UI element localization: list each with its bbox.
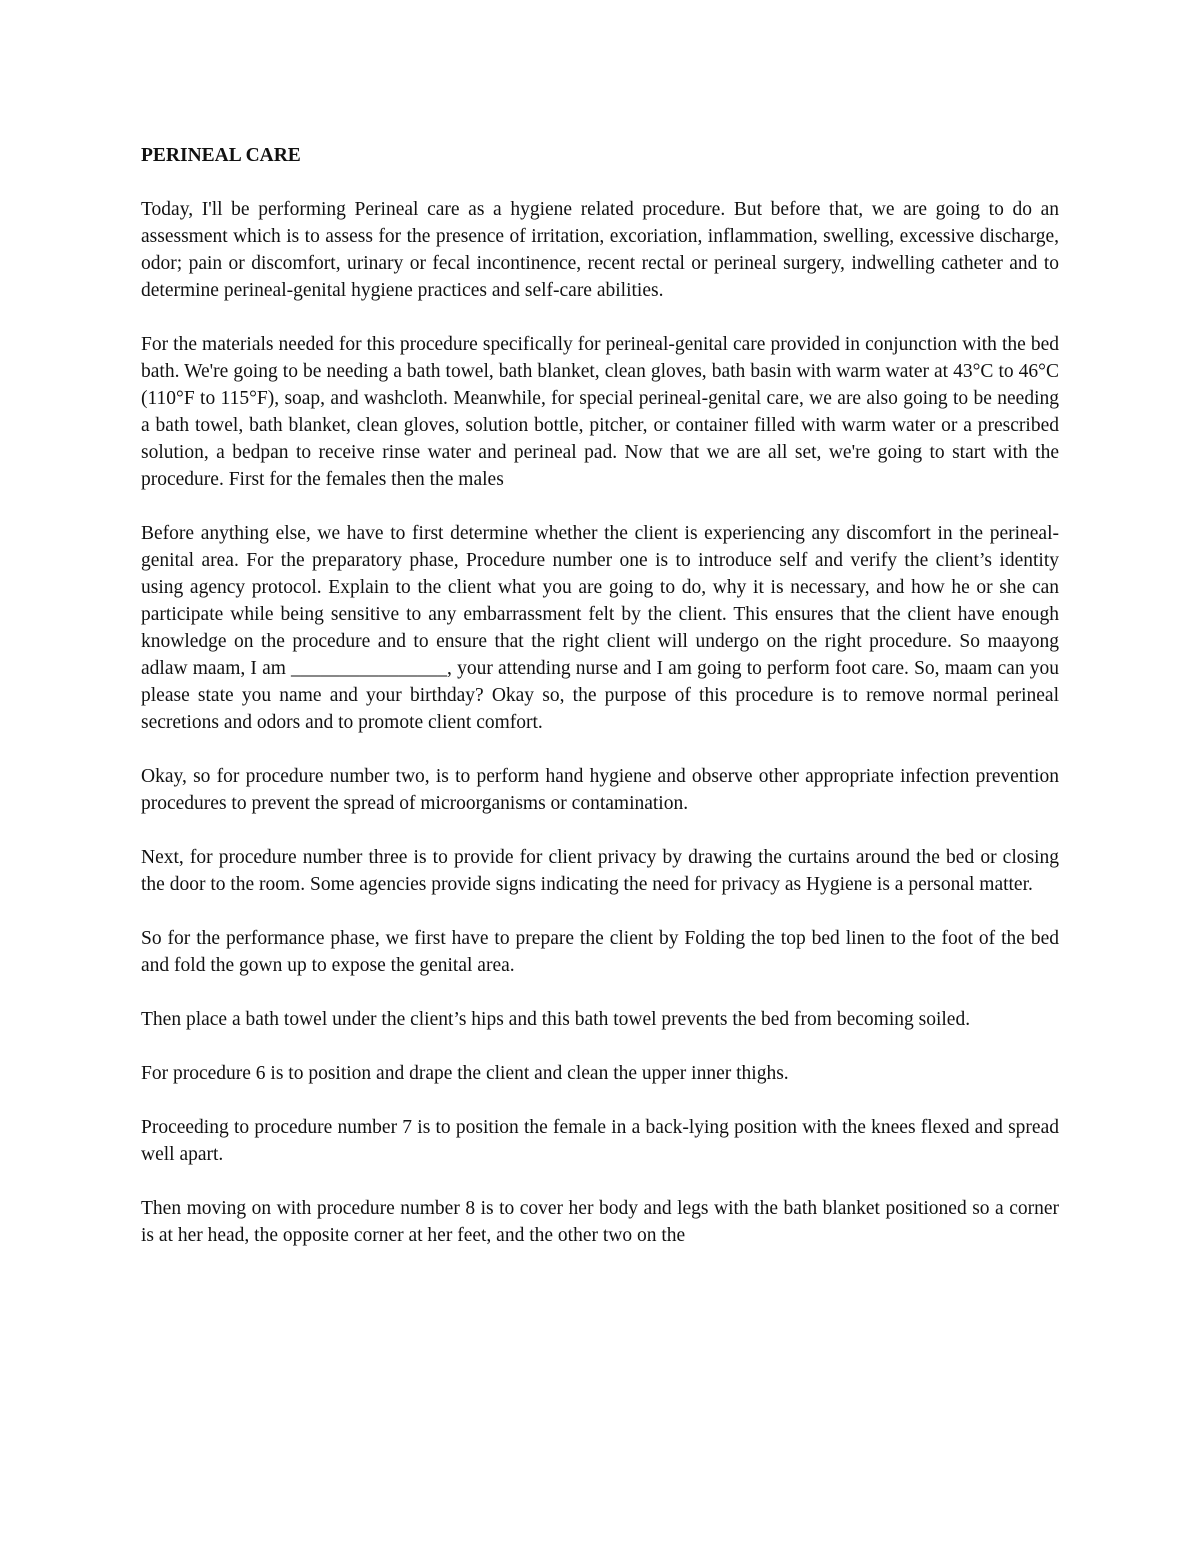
paragraph-materials: For the materials needed for this procedure specifically for perineal-genital care provided in conjunction with the bed bath. We're going to be needing a bath towel, bath blanket, clean gloves, bath basin with warm water at 43°C to 46°C (110°F to 115°F), soap, and washcloth. Meanwhile, for special perineal-genital care, we are also going to be needing a bath towel, bath blanket, clean gloves, solution bottle, pitcher, or container filled with warm water or a prescribed solution, a bedpan to receive rinse water and perineal pad. Now that we are all set, we're going to start with the procedure. First for the females then the males [141,334,1059,490]
paragraph-procedure-two: Okay, so for procedure number two, is to perform hand hygiene and observe other appropriate infection prevention procedures to prevent the spread of microorganisms or contamination. [141,766,1059,814]
paragraph-procedure-eight: Then moving on with procedure number 8 is to cover her body and legs with the bath blanket positioned so a corner is at her head, the opposite corner at her feet, and the other two on the [141,1198,1059,1246]
paragraph-bath-towel: Then place a bath towel under the client’s hips and this bath towel prevents the bed from becoming soiled. [141,1009,971,1030]
document-body [141,142,1059,1276]
paragraph-procedure-seven: Proceeding to procedure number 7 is to position the female in a back-lying position with the knees flexed and spread well apart. [141,1117,1059,1165]
document-title: PERINEAL CARE [141,145,301,166]
paragraph-assessment: Today, I'll be performing Perineal care as a hygiene related procedure. But before that, we are going to do an assessment which is to assess for the presence of irritation, excoriation, inflammation, swelling, excessive discharge, odor; pain or discomfort, urinary or fecal incontinence, recent rectal or perineal surgery, indwelling catheter and to determine perineal-genital hygiene practices and self-care abilities. [141,199,1059,301]
paragraph-procedure-six: For procedure 6 is to position and drape the client and clean the upper inner thighs. [141,1063,789,1084]
paragraph-procedure-three: Next, for procedure number three is to provide for client privacy by drawing the curtains around the bed or closing the door to the room. Some agencies provide signs indicating the need for privacy as Hygiene is a personal matter. [141,847,1059,895]
paragraph-preparatory-phase: Before anything else, we have to first determine whether the client is experiencing any discomfort in the perineal-genital area. For the preparatory phase, Procedure number one is to introduce self and verify the client’s identity using agency protocol. Explain to the client what you are going to do, why it is necessary, and how he or she can participate while being sensitive to any embarrassment felt by the client. This ensures that the client have enough knowledge on the procedure and to ensure that the right client will undergo on the right procedure. So maayong adlaw maam, I am ________________, your attending nurse and I am going to perform foot care. So, maam can you please state you name and your birthday? Okay so, the purpose of this procedure is to remove normal perineal secretions and odors and to promote client comfort. [141,523,1059,733]
paragraph-performance-phase: So for the performance phase, we first have to prepare the client by Folding the top bed linen to the foot of the bed and fold the gown up to expose the genital area. [141,928,1059,976]
